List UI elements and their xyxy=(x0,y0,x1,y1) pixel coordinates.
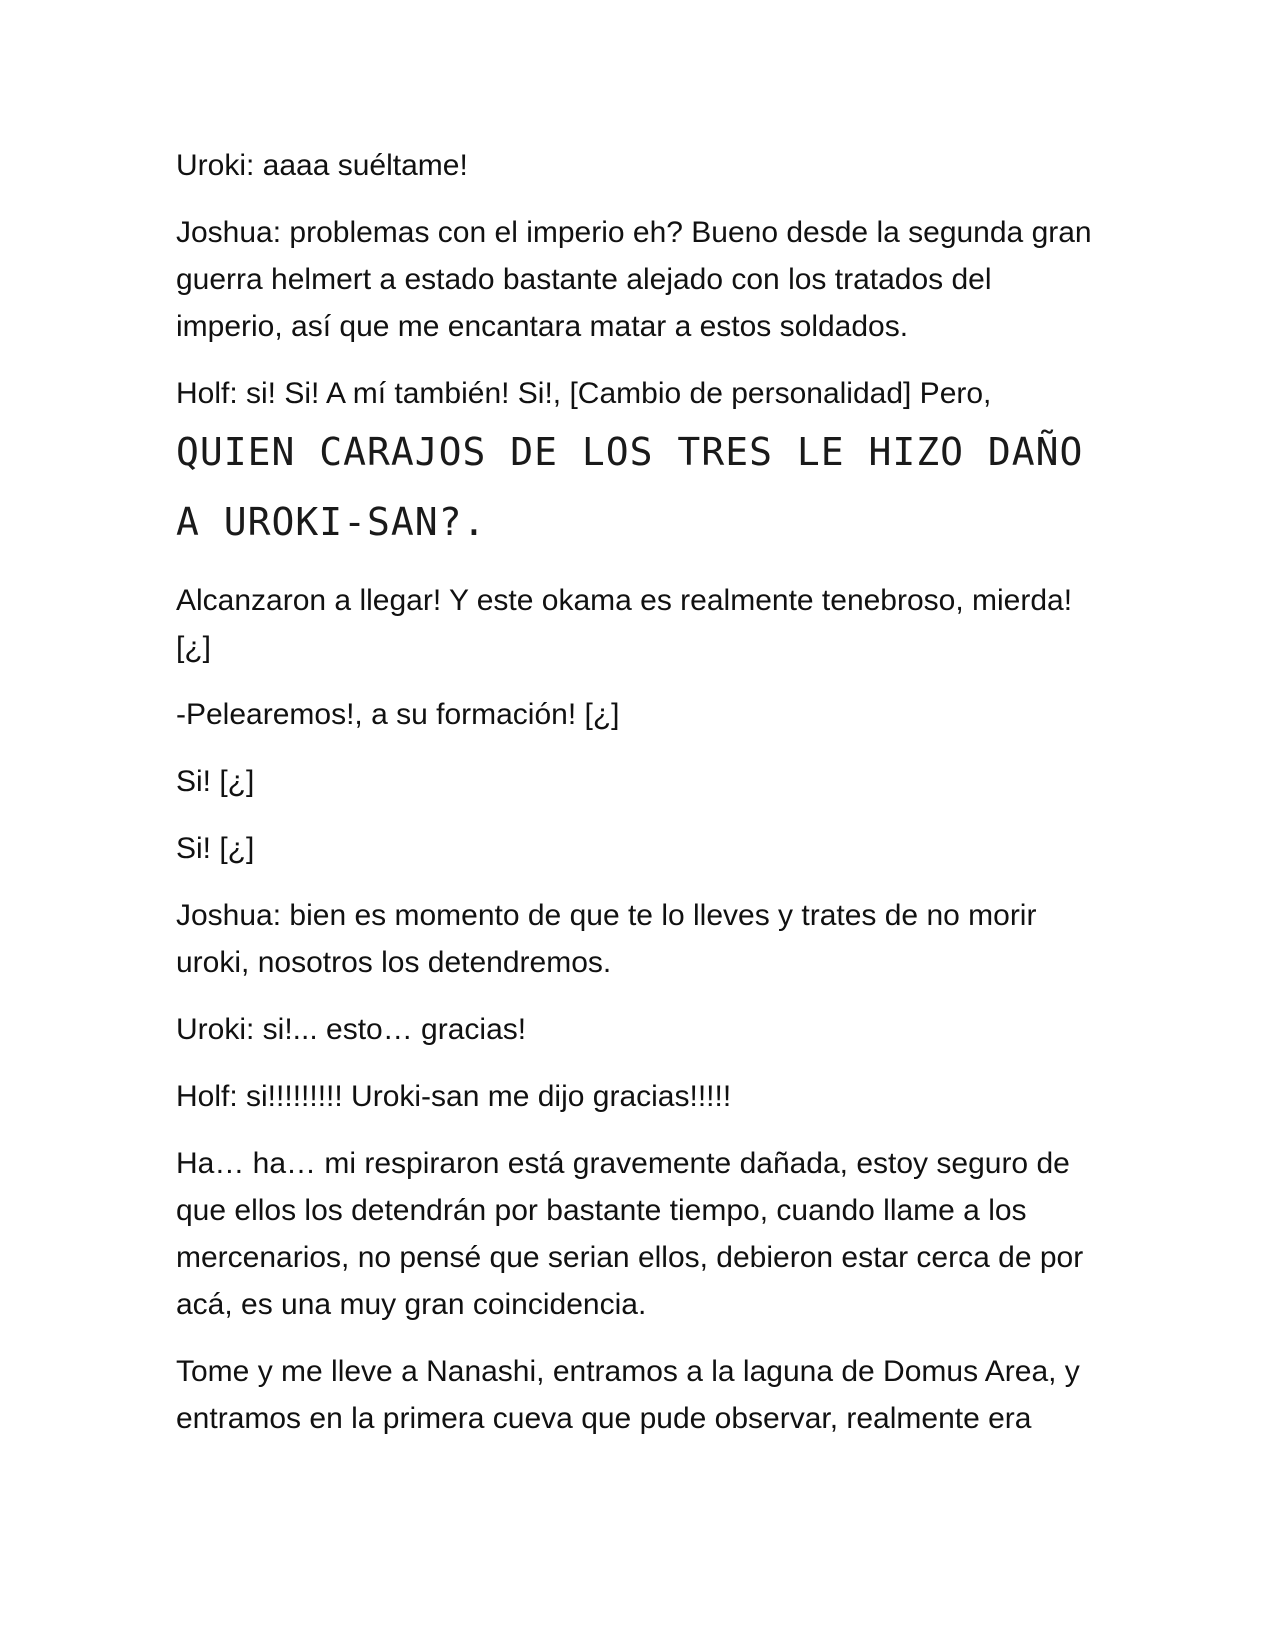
document-body xyxy=(176,142,1096,1462)
paragraph-pelearemos: -Pelearemos!, a su formación! [¿] xyxy=(176,698,620,731)
paragraph-uroki-1: Uroki: aaaa suéltame! xyxy=(176,149,468,182)
paragraph-si-1: Si! [¿] xyxy=(176,765,255,798)
paragraph-narration-2: Ha… ha… mi respiraron está gravemente dañada, estoy seguro de que ellos los detendrán por bastante tiempo, cuando llame a los mercenarios, no pensé que serian ellos, debieron estar cerca de por acá, es una muy gran coincidencia. xyxy=(176,1147,1084,1321)
paragraph-si-2: Si! [¿] xyxy=(176,832,255,865)
paragraph-narration-3: Tome y me lleve a Nanashi, entramos a la laguna de Domus Area, y entramos en la primera cueva que pude observar, realmente era xyxy=(176,1355,1080,1435)
paragraph-holf-2: Holf: si!!!!!!!!! Uroki-san me dijo gracias!!!!! xyxy=(176,1080,732,1113)
shout-text: QUIEN CARAJOS DE LOS TRES LE HIZO DAÑO A UROKI-SAN?. xyxy=(176,430,1084,544)
paragraph-joshua-2: Joshua: bien es momento de que te lo lleves y trates de no morir uroki, nosotros los detendremos. xyxy=(176,899,1037,979)
paragraph-holf-1 xyxy=(176,370,1096,557)
paragraph-narration-1: Alcanzaron a llegar! Y este okama es realmente tenebroso, mierda! [¿] xyxy=(176,584,1073,664)
paragraph-uroki-2: Uroki: si!... esto… gracias! xyxy=(176,1013,527,1046)
paragraph-holf-1-text: Holf: si! Si! A mí también! Si!, [Cambio de personalidad] Pero, xyxy=(176,377,992,410)
paragraph-joshua-1: Joshua: problemas con el imperio eh? Bueno desde la segunda gran guerra helmert a estado bastante alejado con los tratados del imperio, así que me encantara matar a estos soldados. xyxy=(176,216,1092,343)
